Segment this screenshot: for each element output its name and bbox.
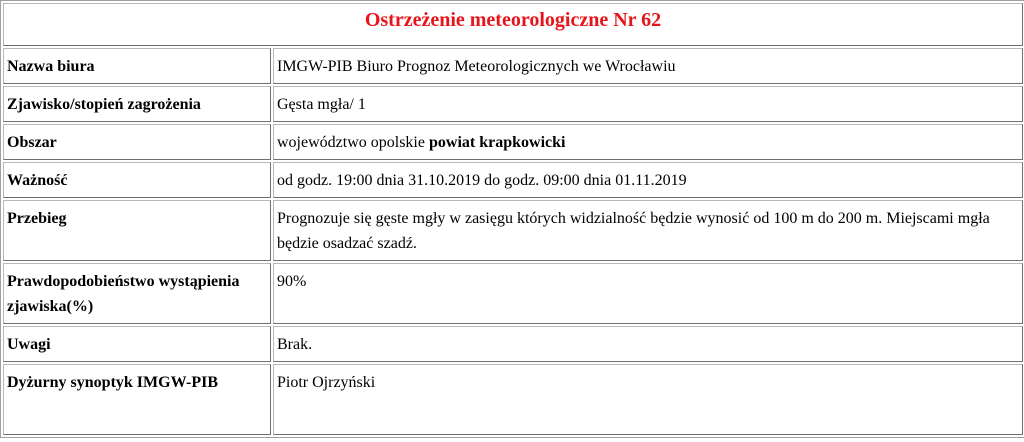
table-row [3, 364, 1023, 435]
row-value-course: Prognozuje się gęste mgły w zasięgu których widzialność będzie wynosić od 100 m do 200 m. Miejscami mgła będzie osadzać szadź. [273, 200, 1023, 261]
warning-title: Ostrzeżenie meteorologiczne Nr 62 [3, 3, 1023, 46]
row-label-probability: Prawdopodobieństwo wystąpienia zjawiska(%) [3, 263, 271, 324]
table-row [3, 263, 1023, 324]
row-label-phenomenon: Zjawisko/stopień zagrożenia [3, 86, 271, 122]
row-value-forecaster: Piotr Ojrzyński [273, 364, 1023, 435]
row-label-validity: Ważność [3, 162, 271, 198]
row-label-area: Obszar [3, 124, 271, 160]
row-label-remarks: Uwagi [3, 326, 271, 362]
table-row [3, 326, 1023, 362]
area-region: województwo opolskie [277, 134, 429, 151]
table-row [3, 124, 1023, 160]
row-value-area [273, 124, 1023, 160]
table-row [3, 200, 1023, 261]
row-value-validity: od godz. 19:00 dnia 31.10.2019 do godz. 09:00 dnia 01.11.2019 [273, 162, 1023, 198]
table-row [3, 86, 1023, 122]
title-row [3, 3, 1023, 46]
table-row [3, 162, 1023, 198]
row-label-office: Nazwa biura [3, 48, 271, 84]
row-label-forecaster: Dyżurny synoptyk IMGW-PIB [3, 364, 271, 435]
row-value-phenomenon: Gęsta mgła/ 1 [273, 86, 1023, 122]
row-value-office: IMGW-PIB Biuro Prognoz Meteorologicznych we Wrocławiu [273, 48, 1023, 84]
row-value-remarks: Brak. [273, 326, 1023, 362]
row-value-probability: 90% [273, 263, 1023, 324]
table-row [3, 48, 1023, 84]
row-label-course: Przebieg [3, 200, 271, 261]
area-county: powiat krapkowicki [428, 134, 566, 151]
